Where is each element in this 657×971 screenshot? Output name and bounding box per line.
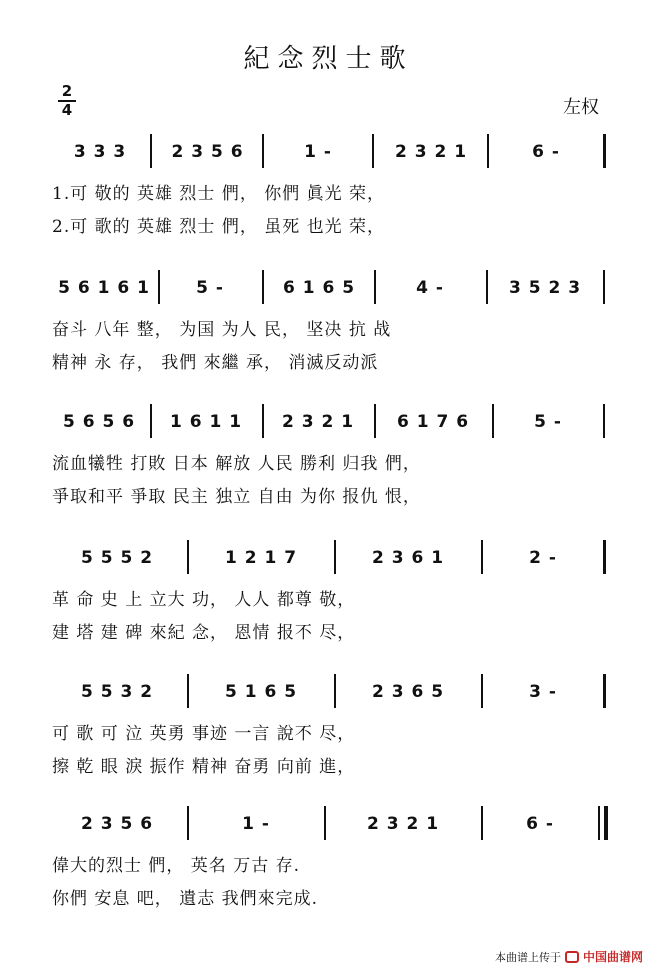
measure: 2 3 6 5 (371, 682, 445, 702)
measure: 1 2 1 7 (224, 548, 298, 568)
system-4 (0, 540, 657, 660)
barline (150, 134, 152, 168)
notation-row (0, 674, 657, 714)
notation-row (0, 404, 657, 444)
barline (481, 540, 483, 574)
barline (603, 540, 606, 574)
barline (374, 270, 376, 304)
system-6 (0, 806, 657, 926)
lyric-verse-1: 革 命 史 上 立大 功， 人人 都尊 敬， (52, 590, 356, 610)
notation-row (0, 540, 657, 580)
lyric-verse-2: 精神 永 存， 我們 來繼 承， 消滅反动派 (52, 353, 379, 373)
system-3 (0, 404, 657, 524)
barline (374, 404, 376, 438)
barline (603, 270, 605, 304)
measure: 3 5 2 3 (508, 278, 582, 298)
barline (603, 134, 606, 168)
measure: 2 3 6 1 (371, 548, 445, 568)
barline (187, 674, 189, 708)
measure: 5 6 1 6 1 (58, 278, 150, 298)
time-signature-bottom: 4 (61, 101, 73, 119)
site-logo-icon (565, 951, 579, 963)
measure: 5 - (196, 278, 224, 298)
barline (262, 134, 264, 168)
final-barline-thick (604, 806, 608, 840)
system-1 (0, 134, 657, 254)
lyric-verse-2: 2.可 歌的 英雄 烈士 們， 虽死 也光 荣， (52, 217, 386, 237)
lyric-verse-2: 建 塔 建 碑 來紀 念， 恩情 报不 尽， (52, 623, 356, 643)
barline (486, 270, 488, 304)
composer: 左权 (563, 97, 599, 118)
barline (481, 806, 483, 840)
system-5 (0, 674, 657, 794)
time-signature (58, 84, 76, 118)
barline (158, 270, 160, 304)
barline (603, 404, 605, 438)
measure: 6 1 6 5 (282, 278, 356, 298)
barline (492, 404, 494, 438)
barline (603, 674, 606, 708)
barline (481, 674, 483, 708)
lyric-verse-1: 可 歌 可 泣 英勇 事迹 一言 說不 尽， (52, 724, 356, 744)
measure: 5 5 3 2 (80, 682, 154, 702)
source-footer (495, 948, 643, 965)
final-barline-thin (598, 806, 600, 840)
measure: 3 3 3 (73, 142, 127, 162)
barline (150, 404, 152, 438)
song-title: 紀念烈士歌 (243, 44, 414, 74)
lyric-verse-1: 流血犧牲 打敗 日本 解放 人民 勝利 归我 們， (52, 454, 421, 474)
measure: 5 6 5 6 (62, 412, 136, 432)
barline (324, 806, 326, 840)
measure: 2 - (529, 548, 557, 568)
barline (372, 134, 374, 168)
measure: 5 5 5 2 (80, 548, 154, 568)
barline (262, 404, 264, 438)
barline (262, 270, 264, 304)
measure: 2 3 2 1 (281, 412, 355, 432)
measure: 5 - (534, 412, 562, 432)
notation-row (0, 134, 657, 174)
lyric-verse-1: 1.可 敬的 英雄 烈士 們， 你們 眞光 荣， (52, 184, 386, 204)
lyric-verse-2: 爭取和平 爭取 民主 独立 自由 为你 报仇 恨， (52, 487, 421, 507)
measure: 2 3 5 6 (80, 814, 154, 834)
notation-row (0, 270, 657, 310)
measure: 1 - (304, 142, 332, 162)
system-2 (0, 270, 657, 390)
measure: 3 - (529, 682, 557, 702)
barline (487, 134, 489, 168)
measure: 6 - (532, 142, 560, 162)
measure: 1 - (242, 814, 270, 834)
barline (187, 540, 189, 574)
barline (334, 674, 336, 708)
notation-row (0, 806, 657, 846)
lyric-verse-1: 偉大的烈士 們， 英名 万古 存. (52, 856, 301, 876)
lyric-verse-2: 你們 安息 吧， 遺志 我們來完成. (52, 889, 319, 909)
measure: 2 3 2 1 (366, 814, 440, 834)
measure: 1 6 1 1 (169, 412, 243, 432)
footer-text: 本曲谱上传于 (494, 950, 561, 964)
measure: 6 - (526, 814, 554, 834)
footer-brand[interactable]: 中国曲谱网 (582, 950, 643, 964)
measure: 5 1 6 5 (224, 682, 298, 702)
measure: 4 - (416, 278, 444, 298)
time-signature-top: 2 (61, 82, 73, 100)
lyric-verse-1: 奋斗 八年 整， 为国 为人 民， 坚决 抗 战 (52, 320, 392, 340)
lyric-verse-2: 擦 乾 眼 淚 振作 精神 奋勇 向前 進， (52, 757, 356, 777)
measure: 2 3 2 1 (394, 142, 468, 162)
barline (334, 540, 336, 574)
measure: 2 3 5 6 (171, 142, 244, 162)
barline (187, 806, 189, 840)
measure: 6 1 7 6 (396, 412, 470, 432)
